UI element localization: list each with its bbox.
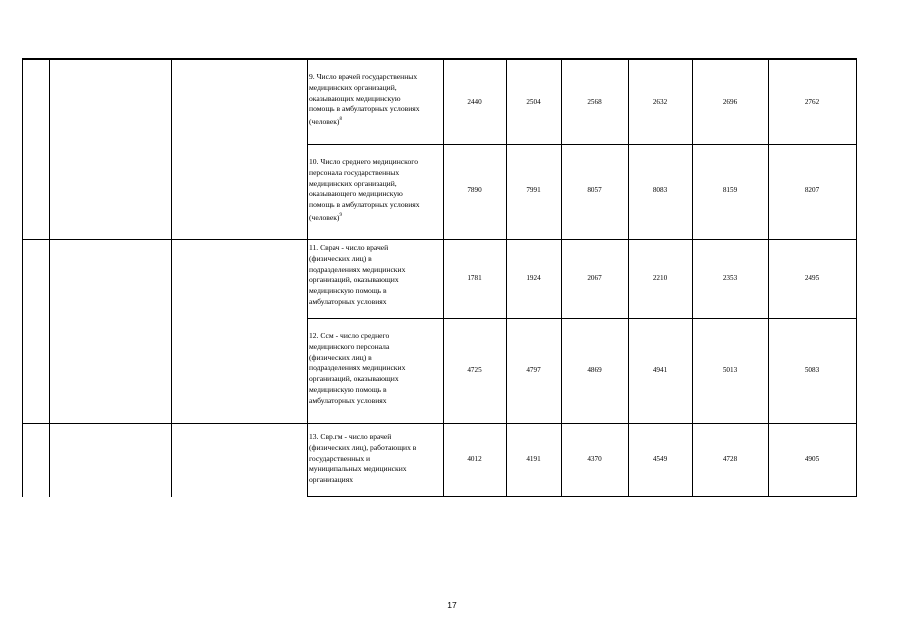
table-bottom-border: [307, 496, 857, 497]
value-cell: 2210: [652, 274, 668, 282]
value-cell: 4725: [467, 366, 482, 374]
value-cell: 8159: [722, 186, 738, 194]
value-cell: 5083: [804, 366, 820, 374]
table-top-border: [22, 58, 857, 60]
value-cell: 2067: [587, 274, 602, 282]
value-cell: 8057: [587, 186, 602, 194]
value-cell: 4728: [722, 455, 738, 463]
value-cell: 8083: [652, 186, 668, 194]
value-cell: 2762: [804, 98, 820, 106]
value-cell: 1924: [526, 274, 541, 282]
value-cell: 4549: [652, 455, 668, 463]
col-border: [307, 58, 308, 497]
value-cell: 7890: [467, 186, 482, 194]
value-cell: 4191: [526, 455, 541, 463]
indicator-label: 11. Сврач - число врачей (физических лиц) в подразделениях медицинских организаций, оказывающих медицинскую помощь в амбулаторных условиях: [309, 243, 406, 306]
value-cell: 4905: [804, 455, 820, 463]
value-cell: 8207: [804, 186, 820, 194]
value-cell: 2568: [587, 98, 602, 106]
indicator-label: 12. Ссм - число среднего медицинского персонала (физических лиц) в подразделениях медицинских организаций, оказывающих медицинскую помощь в амбулаторных условиях: [309, 331, 406, 405]
value-cell: 2632: [652, 98, 668, 106]
value-cell: 2440: [467, 98, 482, 106]
value-cell: 1781: [467, 274, 482, 282]
col-border: [22, 58, 23, 497]
col-border: [171, 58, 172, 497]
value-cell: 4941: [652, 366, 668, 374]
col-border: [856, 58, 857, 497]
value-cell: 4370: [587, 455, 602, 463]
value-cell: 2495: [804, 274, 820, 282]
indicator-label: 9. Число врачей государственных медицинских организаций, оказывающих медицинскую помощь в амбулаторных условиях (человек)$^8$: [309, 72, 420, 127]
page-number: 17: [447, 600, 457, 610]
row-divider: [307, 318, 857, 319]
group-divider: [22, 423, 857, 424]
value-cell: 4797: [526, 366, 541, 374]
value-cell: 5013: [722, 366, 738, 374]
group-divider: [22, 239, 857, 240]
indicator-label: 10. Число среднего медицинского персонала государственных медицинских организаций, оказывающего медицинскую помощь в амбулаторных условиях (человек)$^9$: [309, 157, 420, 222]
value-cell: 2696: [722, 98, 738, 106]
value-cell: 2504: [526, 98, 541, 106]
indicator-label: 13. Свр.гм - число врачей (физических лиц), работающих в государственных и муниципальных медицинских организациях: [309, 432, 417, 485]
value-cell: 7991: [526, 186, 541, 194]
value-cell: 4012: [467, 455, 482, 463]
value-cell: 4869: [587, 366, 602, 374]
col-border: [49, 58, 50, 497]
value-cell: 2353: [722, 274, 738, 282]
row-divider: [307, 144, 857, 145]
